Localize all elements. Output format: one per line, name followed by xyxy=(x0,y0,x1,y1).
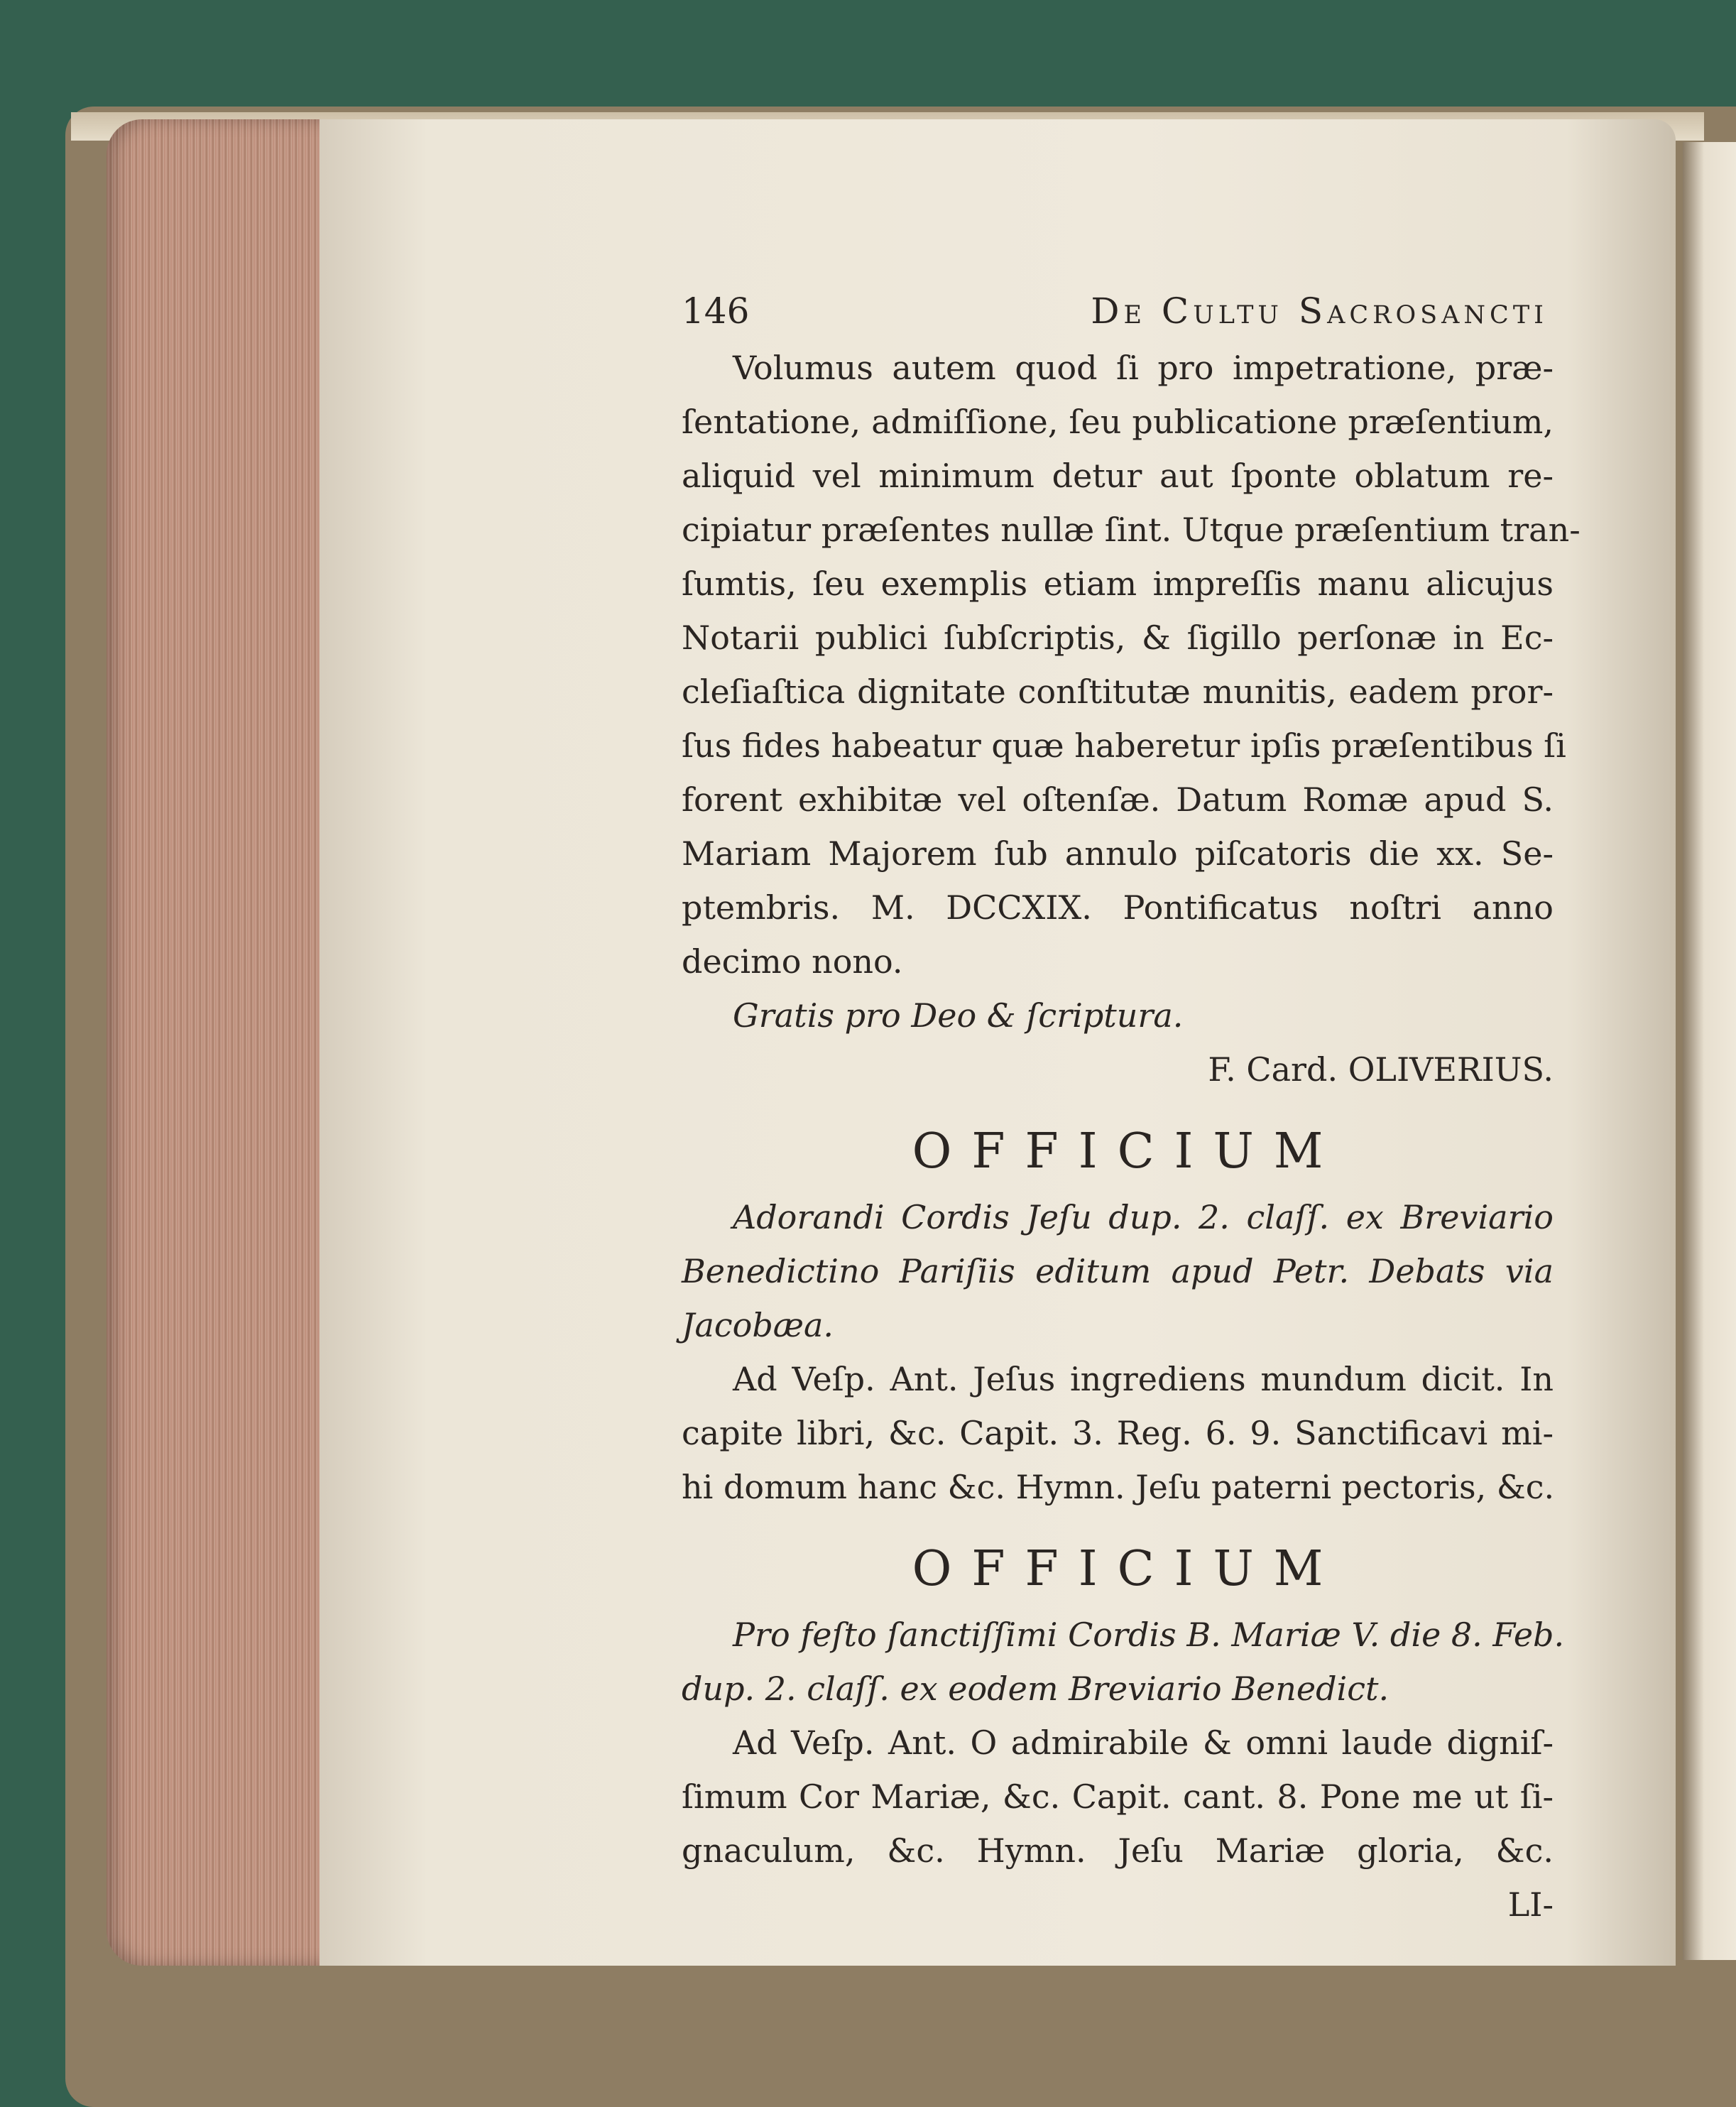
text-line: aliquid vel minimum detur aut ſponte oblatum re- xyxy=(682,457,1554,495)
paragraph-papal-brief xyxy=(682,341,1581,989)
page-number: 146 xyxy=(682,290,750,332)
running-title: De Cultu Sacrosancti xyxy=(1091,290,1548,332)
gratis-line: Gratis pro Deo & ſcriptura. xyxy=(733,996,1184,1035)
text-line: gnaculum, &c. Hymn. Jeſu Mariæ gloria, &c. xyxy=(682,1831,1554,1870)
text-line: Jacobæa. xyxy=(682,1306,834,1344)
text-line: capite libri, &c. Capit. 3. Reg. 6. 9. Sanctificavi mi- xyxy=(682,1414,1554,1452)
page-edges xyxy=(107,119,341,1966)
text-line: Notarii publici ſubſcriptis, & ſigillo perſonæ in Ec- xyxy=(682,619,1554,657)
text-line: Adorandi Cordis Jeſu dup. 2. claſſ. ex Breviario xyxy=(733,1198,1554,1236)
text-line: forent exhibitæ vel oſtenſæ. Datum Romæ apud S. xyxy=(682,780,1554,819)
section-officium-2 xyxy=(682,1608,1565,1878)
text-line: cleſiaſtica dignitate conſtitutæ munitis, eadem pror- xyxy=(682,673,1554,711)
section-heading-officium-1: OFFICIUM xyxy=(912,1123,1343,1180)
text-line: dup. 2. claſſ. ex eodem Breviario Benedict. xyxy=(682,1670,1390,1708)
text-line: Benedictino Pariſiis editum apud Petr. Debats via xyxy=(682,1252,1554,1290)
facing-page-edge xyxy=(1683,142,1736,1960)
text-line: ſus fides habeatur quæ haberetur ipſis præſentibus ſi xyxy=(682,726,1566,765)
text-line: ptembris. M. DCCXIX. Pontificatus noſtri anno xyxy=(682,888,1554,927)
text-line: ſumtis, ſeu exemplis etiam impreſſis manu alicujus xyxy=(682,565,1554,603)
text-line: Volumus autem quod ſi pro impetratione, præ- xyxy=(733,349,1554,387)
running-header xyxy=(682,284,1554,338)
section-heading-officium-2: OFFICIUM xyxy=(912,1541,1343,1597)
text-line: Ad Veſp. Ant. O admirabile & omni laude digniſ- xyxy=(733,1724,1554,1762)
text-line: hi domum hanc &c. Hymn. Jeſu paterni pectoris, &c. xyxy=(682,1468,1555,1506)
catchword: LI- xyxy=(1507,1885,1554,1924)
page-text xyxy=(682,284,1581,1932)
text-line: cipiatur præſentes nullæ ſint. Utque præſentium tran- xyxy=(682,511,1581,549)
text-line: ſimum Cor Mariæ, &c. Capit. cant. 8. Pone me ut ſi- xyxy=(682,1777,1554,1816)
section-officium-1 xyxy=(682,1190,1554,1514)
text-line: ſentatione, admiſſione, ſeu publicatione præſentium, xyxy=(682,403,1554,441)
text-line: decimo nono. xyxy=(682,942,903,981)
text-line: Pro feſto ſanctiſſimi Cordis B. Mariæ V. die 8. Feb. xyxy=(733,1616,1565,1654)
text-line: Mariam Majorem ſub annulo piſcatoris die xx. Se- xyxy=(682,834,1554,873)
text-line: Ad Veſp. Ant. Jeſus ingrediens mundum dicit. In xyxy=(733,1360,1554,1398)
signature: F. Card. OLIVERIUS. xyxy=(1208,1050,1554,1089)
